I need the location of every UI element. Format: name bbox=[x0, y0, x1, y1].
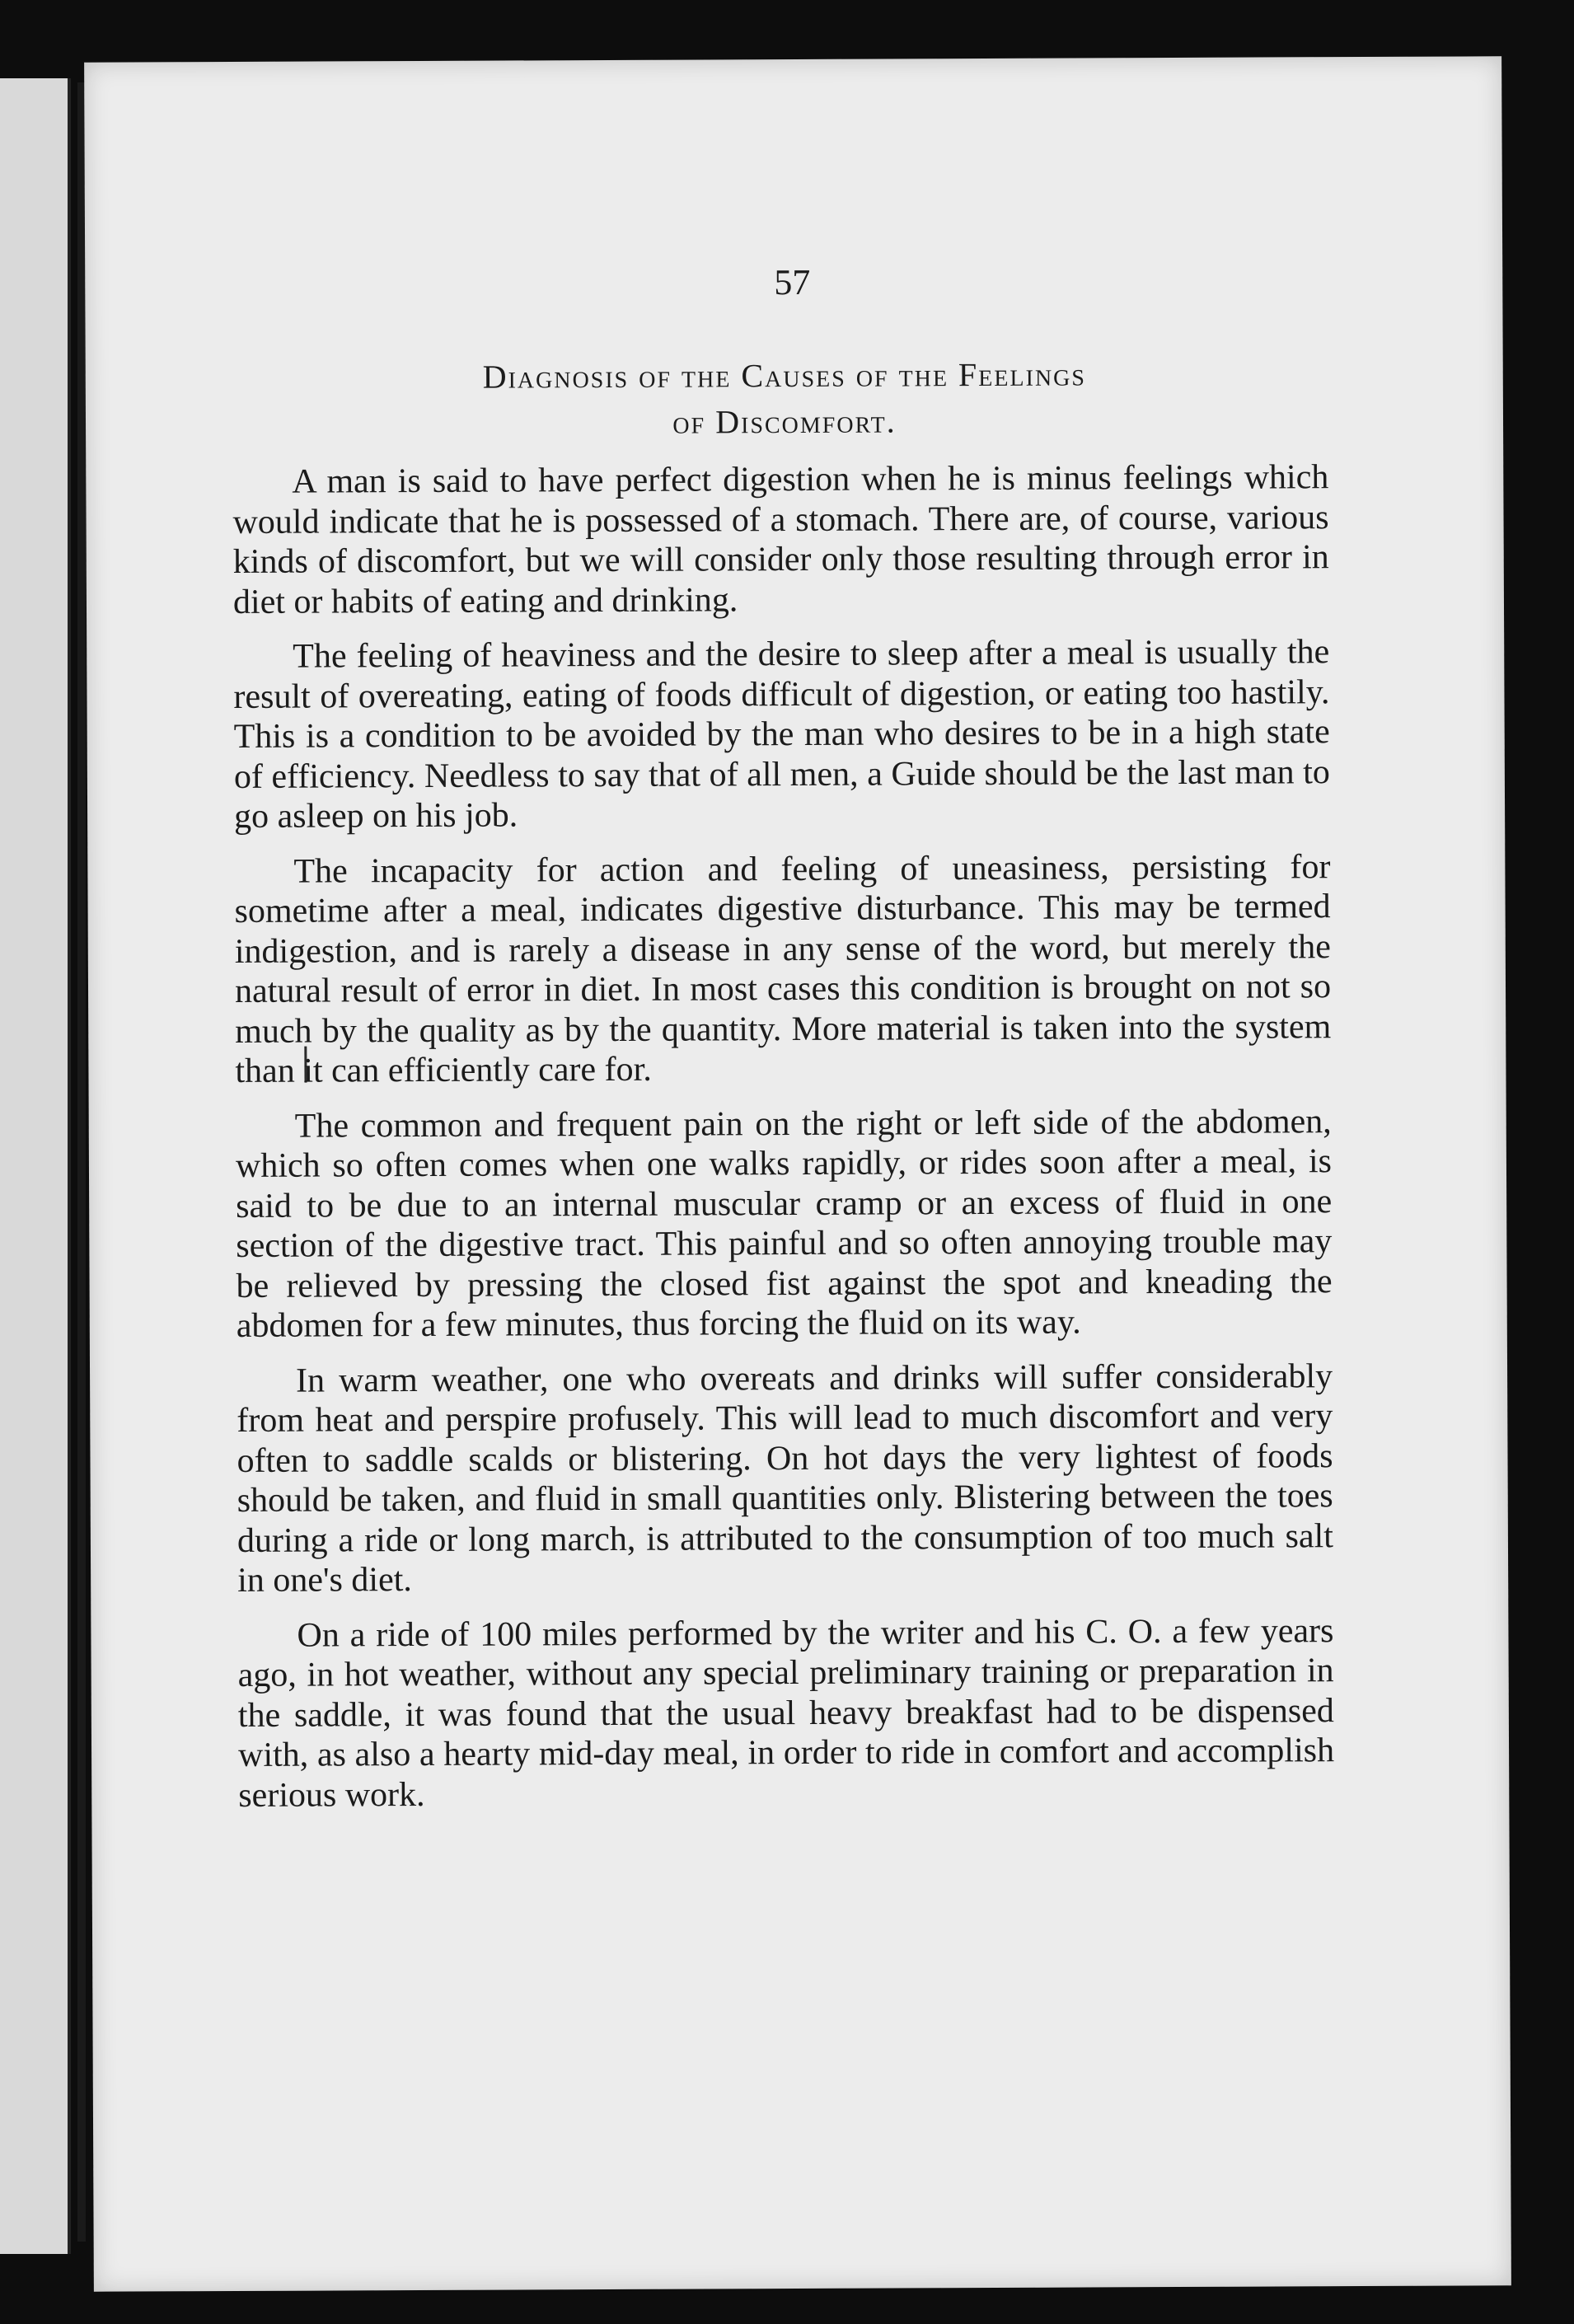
paragraph-4: The common and frequent pain on the right or left side of the abdomen, which so often comes when one walks rapidly, or rides soon after a meal, is said to be due to an internal muscular cramp or an excess of fluid in one section of the digestive tract. This painful and so often annoying trouble may be relieved by pressing the closed fist against the spot and kneading the abdomen for a few minutes, thus forcing the fluid on its way. bbox=[235, 1102, 1333, 1345]
section-heading-line-2: of Discomfort. bbox=[672, 402, 897, 441]
facing-page-edge bbox=[0, 78, 71, 2254]
paragraph-3: The incapacity for action and feeling of uneasiness, persisting for sometime after a meal, indicates digestive disturbance. This may be termed indigestion, and is rarely a disease in any sense of the word, but merely the natural result of error in diet. In most cases this condition is brought on not so much by the quality as by the quantity. More material is taken into the system than it can efficiently care for. bbox=[234, 847, 1332, 1090]
page-text-block bbox=[232, 259, 1334, 1830]
paragraph-6: On a ride of 100 miles performed by the writer and his C. O. a few years ago, in hot weather, without any special preliminary training or preparation in the saddle, it was found that the usual heavy breakfast had to be dispensed with, as also a hearty mid-day meal, in order to ride in comfort and accomplish serious work. bbox=[237, 1611, 1335, 1815]
paragraph-2: The feeling of heaviness and the desire to sleep after a meal is usually the result of overeating, eating of foods difficult of digestion, or eating too hastily. This is a condition to be avoided by the man who desires to be in a high state of efficiency. Needless to say that of all men, a Guide should be the last man to go asleep on his job. bbox=[233, 633, 1330, 836]
section-heading bbox=[232, 350, 1328, 447]
section-heading-line-1: Diagnosis of the Causes of the Feelings bbox=[482, 355, 1087, 396]
paragraph-5: In warm weather, one who overeats and drinks will suffer considerably from heat and perspire profusely. This will lead to much discomfort and very often to saddle scalds or blistering. On hot days the very lightest of foods should be taken, and fluid in small quantities only. Blistering between the toes during a ride or long march, is attributed to the consumption of too much salt in one's diet. bbox=[237, 1356, 1334, 1600]
page-number: 57 bbox=[774, 261, 811, 303]
book-page bbox=[84, 56, 1511, 2291]
paragraph-1: A man is said to have perfect digestion when he is minus feelings which would indicate that he is possessed of a stomach. There are, of course, various kinds of discomfort, but we will consider only those resulting through error in diet or habits of eating and drinking. bbox=[232, 458, 1329, 621]
book-gutter bbox=[77, 82, 86, 2242]
